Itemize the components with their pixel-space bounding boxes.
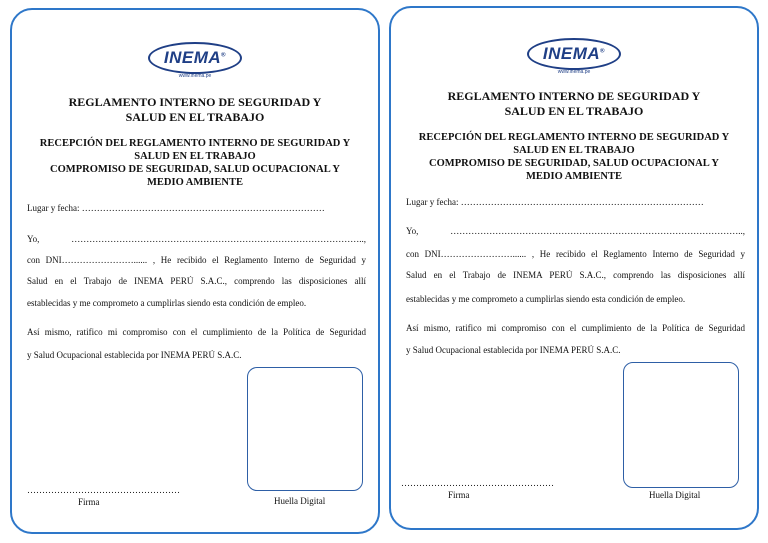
subtitle-line: MEDIO AMBIENTE — [526, 171, 622, 182]
body-text-line: establecidas y me comprometo a cumplirlas siendo esta condición de empleo. — [27, 298, 307, 308]
subtitle-line: SALUD EN EL TRABAJO — [134, 151, 256, 162]
fingerprint-box[interactable] — [623, 362, 739, 488]
title-line: SALUD EN EL TRABAJO — [504, 104, 644, 118]
body-text-line: con DNI……………………...... , He recibido el Reglamento Interno de Seguridad y — [27, 255, 366, 265]
subtitle-line: COMPROMISO DE SEGURIDAD, SALUD OCUPACIONAL Y — [429, 158, 719, 169]
signature-label: Firma — [448, 490, 470, 500]
body-text-line: y Salud Ocupacional establecida por INEMA PERÚ S.A.C. — [27, 350, 242, 360]
title-line: REGLAMENTO INTERNO DE SEGURIDAD Y — [447, 89, 701, 103]
logo-brand: INEMA® — [542, 44, 606, 63]
logo-website: www.inema.pe — [178, 73, 212, 79]
body-text-line: establecidas y me comprometo a cumplirlas siendo esta condición de empleo. — [406, 294, 686, 304]
subtitle-line: SALUD EN EL TRABAJO — [513, 145, 635, 156]
subtitle-line: MEDIO AMBIENTE — [147, 177, 243, 188]
document-title — [12, 95, 378, 125]
document-subtitle — [391, 131, 757, 183]
signature-line[interactable]: …………………………………………… — [401, 478, 554, 488]
body-text-line: Así mismo, ratifico mi compromiso con el cumplimiento de la Política de Seguridad — [406, 323, 745, 333]
fingerprint-label: Huella Digital — [649, 490, 701, 500]
name-field[interactable]: Yo, …………………………………………………………………………………….., — [406, 226, 745, 236]
logo-website: www.inema.pe — [557, 69, 591, 75]
place-date-field[interactable]: Lugar y fecha: ……………………………………………………………………… — [27, 203, 325, 213]
fingerprint-box[interactable] — [247, 367, 363, 491]
document-title — [391, 89, 757, 119]
title-line: SALUD EN EL TRABAJO — [125, 110, 265, 124]
body-text-line: Salud en el Trabajo de INEMA PERÚ S.A.C., comprendo las disposiciones allí — [27, 276, 366, 286]
inema-logo — [527, 38, 621, 76]
form-card-right — [389, 6, 759, 530]
name-field[interactable]: Yo, …………………………………………………………………………………….., — [27, 234, 366, 244]
body-text-line: y Salud Ocupacional establecida por INEMA PERÚ S.A.C. — [406, 345, 621, 355]
body-text-line: con DNI……………………...... , He recibido el Reglamento Interno de Seguridad y — [406, 249, 745, 259]
signature-label: Firma — [78, 497, 100, 507]
signature-line[interactable]: …………………………………………… — [27, 485, 180, 495]
subtitle-line: RECEPCIÓN DEL REGLAMENTO INTERNO DE SEGURIDAD Y — [418, 132, 730, 143]
body-text-line: Así mismo, ratifico mi compromiso con el cumplimiento de la Política de Seguridad — [27, 327, 366, 337]
fingerprint-label: Huella Digital — [274, 496, 326, 506]
inema-logo — [148, 42, 242, 80]
form-card-left — [10, 8, 380, 534]
subtitle-line: COMPROMISO DE SEGURIDAD, SALUD OCUPACIONAL Y — [50, 164, 340, 175]
place-date-field[interactable]: Lugar y fecha: ……………………………………………………………………… — [406, 197, 704, 207]
title-line: REGLAMENTO INTERNO DE SEGURIDAD Y — [68, 95, 322, 109]
subtitle-line: RECEPCIÓN DEL REGLAMENTO INTERNO DE SEGURIDAD Y — [39, 138, 351, 149]
document-subtitle — [12, 137, 378, 189]
body-text-line: Salud en el Trabajo de INEMA PERÚ S.A.C., comprendo las disposiciones allí — [406, 270, 745, 280]
logo-brand: INEMA® — [163, 48, 227, 67]
